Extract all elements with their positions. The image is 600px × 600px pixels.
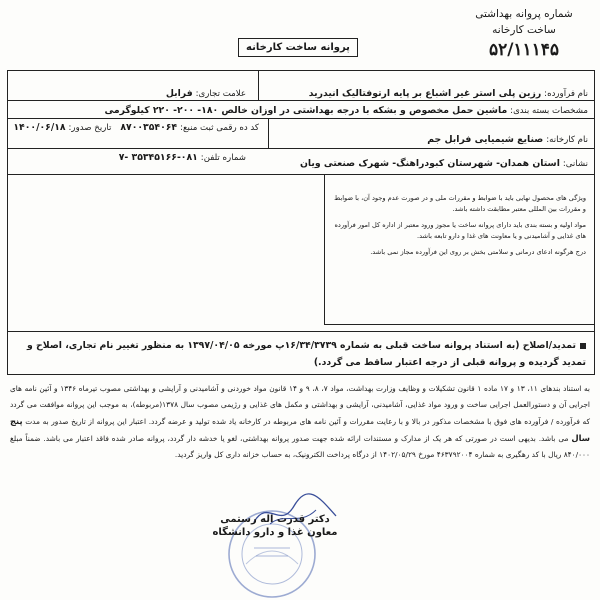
address-value: استان همدان- شهرستان کبودراهنگ- شهرک صنعتی ویان [300, 158, 560, 169]
note-item: مواد اولیه و بسته بندی باید دارای پروانه ساخت یا مجوز ورود معتبر از اداره کل امور فرآورده های غذایی و آشامیدنی و یا معاونت های غذا و دارو تابعه باشد. [334, 221, 586, 240]
brand-label: علامت تجاری: [195, 89, 246, 99]
legal-text [10, 381, 590, 463]
brand-cell [166, 87, 246, 101]
plant-divider [268, 119, 269, 148]
code-cell [13, 121, 259, 135]
product-divider [258, 71, 259, 100]
packaging-value: ماشین حمل مخصوص و بشکه با درجه بهداشتی در اوزان خالص ۱۸۰- ۲۰۰- ۲۲۰ کیلوگرمی [104, 105, 508, 116]
renewal-note [8, 331, 594, 376]
registration-label: شماره پروانه بهداشتی [475, 8, 573, 20]
validity-period: پنج سال [10, 416, 590, 443]
product-label: نام فرآورده: [544, 89, 588, 99]
address-label: نشانی: [562, 159, 588, 169]
registration-block [464, 6, 584, 60]
product-row [8, 71, 594, 101]
notes-box [324, 175, 594, 325]
packaging-label: مشخصات بسته بندی: [510, 106, 588, 116]
renewal-text: تمدید/اصلاح (به استناد پروانه ساخت قبلی به شماره ۱۶/۳۴/۳۷۳۹پ مورخه ۱۳۹۷/۰۴/۰۵ به منظور تغییر نام تجاری، اصلاح و تمدید گردیده و پروانه قبلی از درجه اعتبار ساقط می گردد.) [27, 340, 586, 368]
plant-cell [427, 133, 588, 147]
legal-part1: به استناد بندهای ۱۱، ۱۳ و ۱۷ ماده ۱ قانون تشکیلات و وظایف وزارت بهداشت، مواد ۷، ۸، ۹ و ۱۴ قانون مواد خوردنی و آشامیدنی و آرایشی و بهداشتی مصوب تیرماه ۱۳۴۶ و آئین نامه های اجرایی آن و دستورالعمل اجرایی ساخت و ورود مواد غذایی، آشامیدنی، آرایشی و بهداشتی و مکمل های غذایی و رژیمی مصوب سال ۱۳۷۸(مربوطه)، به موجب این پروانه موافقت می گردد که فرآورده / فرآورده های فوق با مشخصات مذکور در بالا و با رعایت مقررات و آئین نامه های مربوطه در کارخانه یاد شده تولید و عرضه گردد. اعتبار این پروانه از تاریخ صدور به مدت [10, 384, 590, 426]
signature-block [210, 500, 340, 538]
phone-cell [119, 151, 246, 165]
code-value: ۸۷۰۰۳۵۴۰۶۴ [120, 122, 178, 133]
brand-value: فرابل [165, 88, 193, 99]
packaging-cell [104, 104, 588, 118]
registration-number: ۵۲/۱۱۱۴۵ [488, 40, 560, 60]
notes-area [8, 175, 594, 332]
note-item: ویژگی های محصول نهایی باید با ضوابط و مقررات ملی و در صورت عدم وجود آن، با ضوابط و مقررات بین المللی معتبر مطابقت داشته باشد. [334, 194, 586, 213]
phone-label: شماره تلفن: [200, 153, 246, 163]
packaging-row [8, 101, 594, 119]
note-item: درج هرگونه ادعای درمانی و سلامتی بخش بر روی این فرآورده مجاز نمی باشد. [370, 248, 586, 256]
license-table [7, 70, 595, 375]
product-value: رزین پلی استر غیر اشباع بر پایه ارتوفتالیک انیدرید [308, 88, 542, 99]
legal-paragraph [10, 381, 590, 463]
signatory-title: معاون غذا و دارو دانشگاه [212, 527, 338, 538]
code-label: کد ده رقمی ثبت منبع: [180, 123, 259, 133]
address-row [8, 149, 594, 175]
square-bullet-icon [580, 343, 586, 349]
address-cell [300, 157, 588, 171]
plant-label: نام کارخانه: [546, 135, 588, 145]
registration-sublabel: ساخت کارخانه [492, 24, 556, 36]
signatory-name: دکتر قدرت اله رستمی [220, 514, 330, 525]
plant-value: صنایع شیمیایی فرابل جم [427, 134, 544, 145]
phone-value: ۰۸۱-۳۵۳۴۵۱۶۶ -۷ [118, 152, 198, 163]
date-label: تاریخ صدور: [68, 123, 112, 133]
document-title: پروانه ساخت کارخانه [238, 38, 358, 57]
date-value: ۱۴۰۰/۰۶/۱۸ [13, 122, 66, 133]
product-cell [309, 87, 588, 101]
legal-part2: می باشد. بدیهی است در صورتی که هر یک از مدارک و مستندات ارائه شده جهت صدور پروانه بهداشتی، لغو یا خدشه دار گردد، پروانه صادر شده فاقد اعتبار می باشد. ضمناً مبلغ ۸۴۰/۰۰۰ ریال با کد رهگیری به شماره ۴۶۳۷۹۲۰۰۴ مورخ ۱۴۰۲/۰۵/۲۹ از درگاه پرداخت الکترونیک، به حساب خزانه داری کل واریز گردید. [10, 434, 590, 459]
plant-row [8, 119, 594, 149]
